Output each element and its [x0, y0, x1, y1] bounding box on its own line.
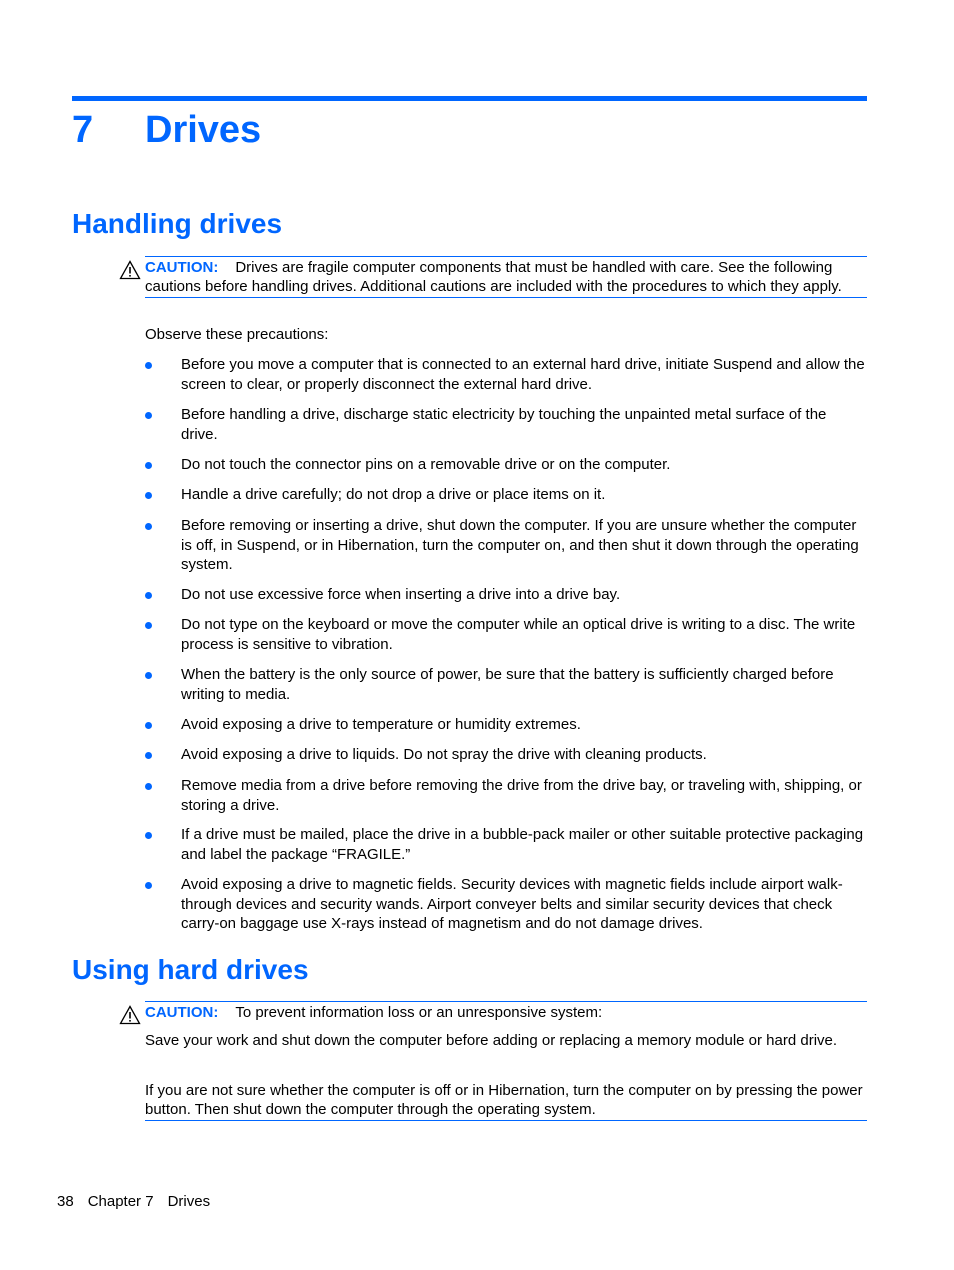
- warning-triangle-icon: [119, 1005, 141, 1025]
- caution-text: [145, 257, 867, 297]
- bullet-dot-icon: [145, 672, 152, 679]
- bullet-dot-icon: [145, 752, 152, 759]
- bullet-dot-icon: [145, 722, 152, 729]
- section-heading-handling-drives: Handling drives: [72, 208, 283, 239]
- footer-chapter-title: Drives: [167, 1193, 211, 1210]
- intro-text: Observe these precautions:: [145, 326, 329, 343]
- list-item-text: Avoid exposing a drive to liquids. Do not spray the drive with cleaning products.: [181, 746, 707, 763]
- chapter-title-text: Drives: [145, 109, 262, 151]
- caution-body: To prevent information loss or an unresponsive system:: [235, 1004, 603, 1021]
- bullet-dot-icon: [145, 362, 152, 369]
- list-item: [145, 355, 867, 394]
- list-item: [145, 715, 867, 735]
- footer-chapter-label: Chapter 7: [87, 1193, 154, 1210]
- caution-paragraph: Save your work and shut down the computer before adding or replacing a memory module or hard drive.: [145, 1032, 838, 1049]
- page-footer: [57, 1192, 224, 1211]
- list-item-text: When the battery is the only source of power, be sure that the battery is sufficiently charged before writing to media.: [181, 666, 834, 703]
- bullet-dot-icon: [145, 622, 152, 629]
- chapter-rule: [72, 96, 867, 101]
- list-item-text: Before you move a computer that is connected to an external hard drive, initiate Suspend and allow the screen to clear, or properly disconnect the external hard drive.: [181, 356, 865, 393]
- list-item: [145, 485, 867, 505]
- bullet-dot-icon: [145, 783, 152, 790]
- list-item: [145, 875, 867, 934]
- bullet-dot-icon: [145, 592, 152, 599]
- list-item-text: Do not touch the connector pins on a removable drive or on the computer.: [181, 456, 671, 473]
- list-item: [145, 585, 867, 605]
- list-item-text: Do not use excessive force when inserting a drive into a drive bay.: [181, 586, 621, 603]
- list-item-text: Before handling a drive, discharge static electricity by touching the unpainted metal surface of the drive.: [181, 406, 827, 443]
- list-item: [145, 825, 867, 864]
- list-item: [145, 405, 867, 444]
- warning-triangle-icon: [119, 260, 141, 280]
- chapter-title: [72, 104, 261, 156]
- caution-text: [145, 1002, 867, 1022]
- bullet-dot-icon: [145, 832, 152, 839]
- caution-label: CAUTION:: [145, 259, 219, 276]
- page-number: 38: [57, 1193, 74, 1210]
- list-item: [145, 745, 867, 765]
- list-item-text: Do not type on the keyboard or move the computer while an optical drive is writing to a disc. The write process is sensitive to vibration.: [181, 616, 856, 653]
- list-item: [145, 615, 867, 654]
- list-item-text: Handle a drive carefully; do not drop a drive or place items on it.: [181, 486, 606, 503]
- list-item-text: Avoid exposing a drive to temperature or humidity extremes.: [181, 716, 581, 733]
- caution-box-handling: [145, 256, 867, 298]
- caution-paragraph: If you are not sure whether the computer is off or in Hibernation, turn the computer on by pressing the power button. Then shut down the computer through the operating system.: [145, 1081, 867, 1121]
- list-item: [145, 516, 867, 575]
- bullet-dot-icon: [145, 462, 152, 469]
- chapter-number: 7: [72, 109, 94, 151]
- bullet-dot-icon: [145, 882, 152, 889]
- list-item-text: Remove media from a drive before removing the drive from the drive bay, or traveling with, shipping, or storing a drive.: [181, 777, 862, 814]
- bullet-dot-icon: [145, 412, 152, 419]
- bullet-dot-icon: [145, 492, 152, 499]
- list-item: [145, 776, 867, 815]
- section-heading-using-hard-drives: Using hard drives: [72, 954, 309, 985]
- caution-box-hard-drives: [145, 1001, 867, 1022]
- caution-body: Drives are fragile computer components that must be handled with care. See the following cautions before handling drives. Additional cautions are included with the procedures to which they apply.: [145, 259, 842, 295]
- bullet-dot-icon: [145, 523, 152, 530]
- list-item-text: Avoid exposing a drive to magnetic fields. Security devices with magnetic fields include airport walk-through devices and security wands. Airport conveyer belts and similar security devices that check carry-on baggage use X-rays instead of magnetism and do not damage drives.: [181, 876, 843, 932]
- list-item-text: If a drive must be mailed, place the drive in a bubble-pack mailer or other suitable protective packaging and label the package “FRAGILE.”: [181, 826, 864, 863]
- caution-label: CAUTION:: [145, 1004, 219, 1021]
- list-item: [145, 455, 867, 475]
- list-item: [145, 665, 867, 704]
- list-item-text: Before removing or inserting a drive, shut down the computer. If you are unsure whether the computer is off, in Suspend, or in Hibernation, turn the computer on, and then shut it down through the operating system.: [181, 517, 859, 573]
